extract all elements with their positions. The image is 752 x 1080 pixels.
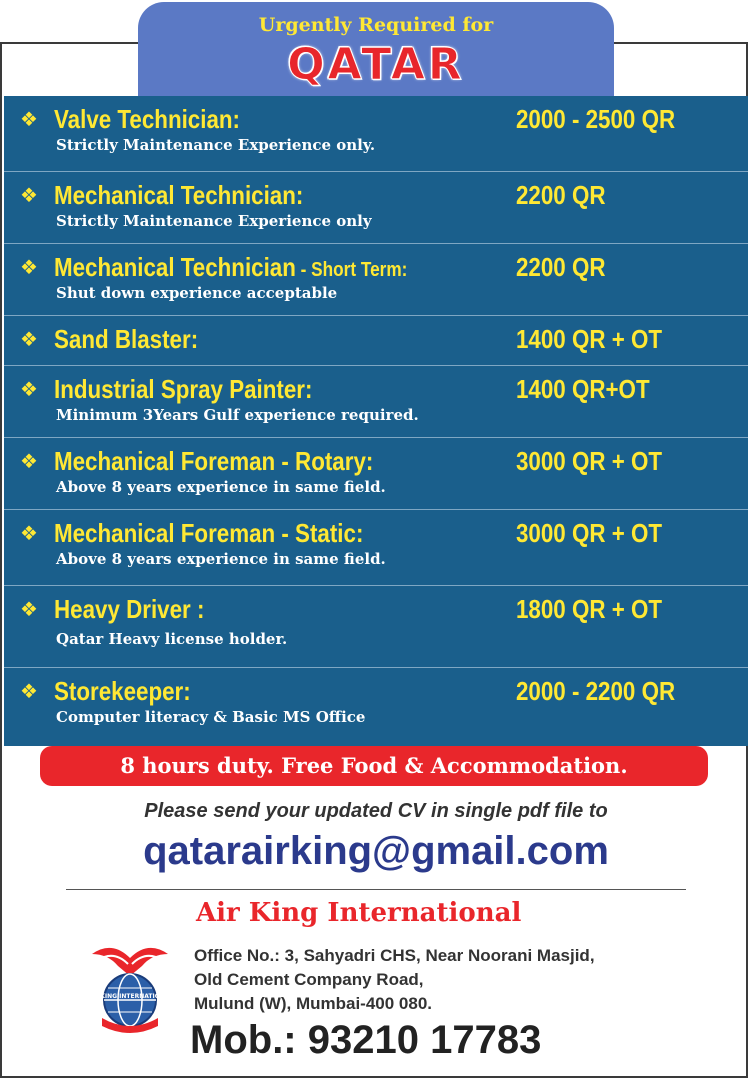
diamond-bullet-icon: ❖ [20,183,38,207]
diamond-bullet-icon: ❖ [20,107,38,131]
job-salary: 2000 - 2200 QR [516,676,676,706]
diamond-bullet-icon: ❖ [20,597,38,621]
header-tab [138,2,614,96]
job-row [4,172,748,244]
job-salary: 2000 - 2500 QR [516,104,676,134]
job-title [54,250,407,287]
benefits-banner: 8 hours duty. Free Food & Accommodation. [40,746,708,786]
job-note: Qatar Heavy license holder. [56,630,288,648]
job-note: Minimum 3Years Gulf experience required. [56,406,419,424]
company-name: Air King International [196,898,522,928]
diamond-bullet-icon: ❖ [20,449,38,473]
job-title: Mechanical Foreman - Rotary: [54,446,374,476]
job-note: Computer literacy & Basic MS Office [56,708,366,726]
job-row [4,366,748,438]
job-row [4,668,748,746]
contact-email[interactable]: qatarairking@gmail.com [143,829,609,873]
job-title: Mechanical Technician: [54,180,304,210]
address-line: Old Cement Company Road, [194,970,424,989]
job-salary: 3000 QR + OT [516,518,663,548]
address-line: Office No.: 3, Sahyadri CHS, Near Noorani Masjid, [194,946,595,965]
job-note: Strictly Maintenance Experience only [56,212,372,230]
job-salary: 2200 QR [516,252,606,282]
diamond-bullet-icon: ❖ [20,521,38,545]
divider [66,889,686,890]
job-note: Above 8 years experience in same field. [56,478,386,496]
company-address [194,944,595,1016]
job-row [4,96,748,172]
job-salary: 1400 QR + OT [516,324,663,354]
header-title: QATAR [287,39,465,90]
mobile-number[interactable]: Mob.: 93210 17783 [190,1018,542,1062]
diamond-bullet-icon: ❖ [20,377,38,401]
job-title-main: Mechanical Technician [54,252,296,282]
company-logo [82,936,178,1036]
job-salary: 1800 QR + OT [516,594,663,624]
job-row [4,586,748,668]
job-list [4,96,748,746]
job-salary: 1400 QR+OT [516,374,650,404]
job-note: Above 8 years experience in same field. [56,550,386,568]
job-row [4,316,748,366]
job-title: Sand Blaster: [54,324,199,354]
header-subtitle: Urgently Required for [258,14,494,36]
diamond-bullet-icon: ❖ [20,679,38,703]
job-note: Strictly Maintenance Experience only. [56,136,376,154]
job-title: Mechanical Foreman - Static: [54,518,364,548]
job-title: Industrial Spray Painter: [54,374,313,404]
job-title: Storekeeper: [54,676,191,706]
job-row [4,244,748,316]
job-salary: 3000 QR + OT [516,446,663,476]
logo-text: AIR KING INTERNATIONAL [86,993,174,1000]
diamond-bullet-icon: ❖ [20,327,38,351]
cv-instruction: Please send your updated CV in single pdf file to [144,800,608,822]
job-title: Heavy Driver : [54,594,205,624]
job-note: Shut down experience acceptable [56,284,338,302]
job-salary: 2200 QR [516,180,606,210]
job-row [4,510,748,586]
job-title-suffix: - Short Term: [295,259,408,281]
diamond-bullet-icon: ❖ [20,255,38,279]
job-title: Valve Technician: [54,104,241,134]
job-row [4,438,748,510]
address-line: Mulund (W), Mumbai-400 080. [194,994,433,1013]
